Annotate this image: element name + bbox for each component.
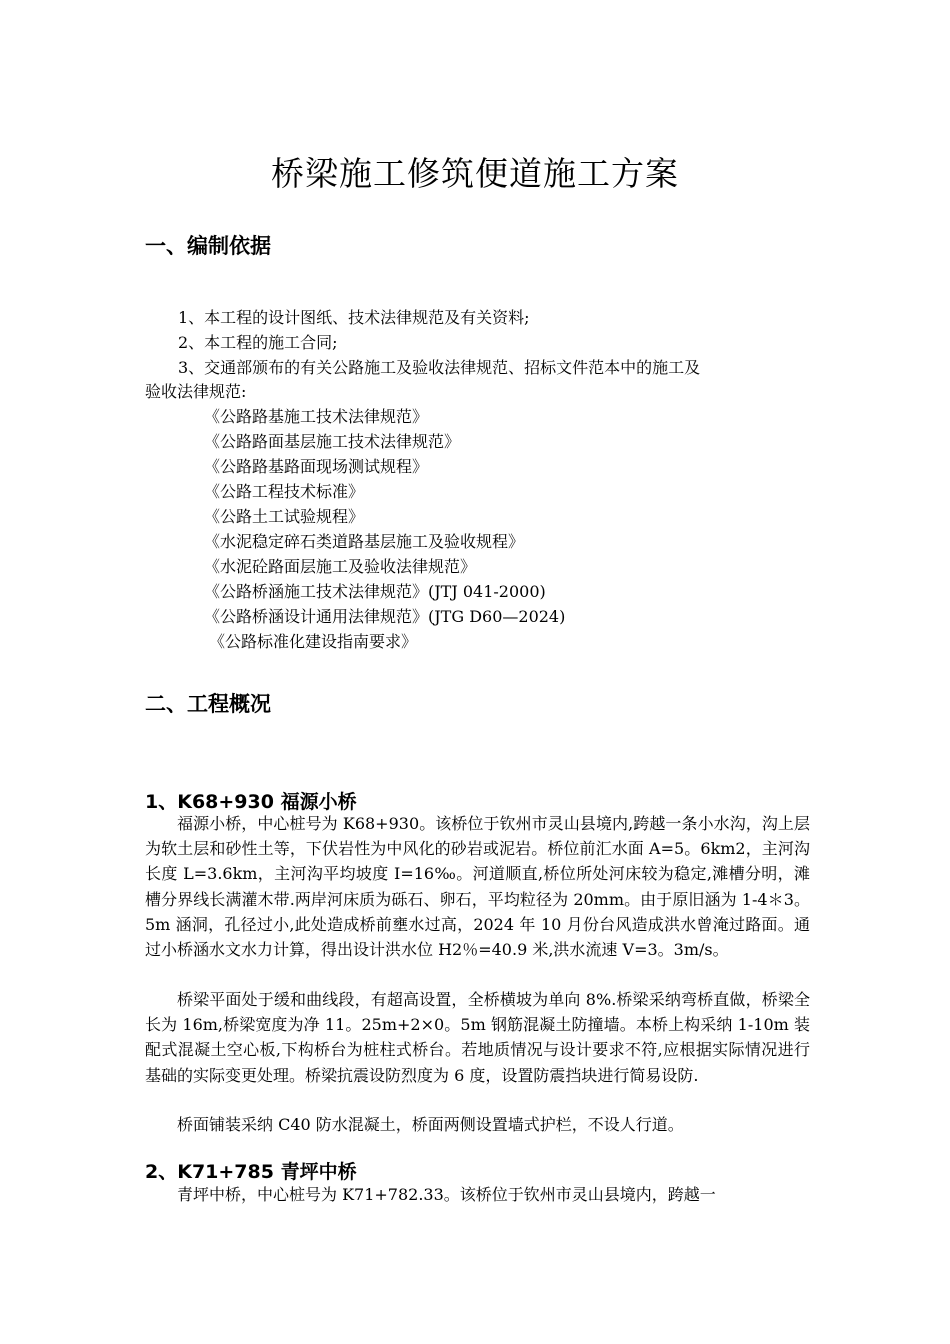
basis-item-1: 1、本工程的设计图纸、技术法律规范及有关资料;: [178, 308, 530, 327]
basis-item-2: 2、本工程的施工合同;: [178, 333, 338, 352]
bridge-heading-qingping: 2、K71+785 青坪中桥: [145, 1161, 357, 1183]
reference-item: 《公路标准化建设指南要求》: [209, 632, 418, 651]
document-title: 桥梁施工修筑便道施工方案: [271, 154, 679, 193]
reference-item: 《水泥稳定碎石类道路基层施工及验收规程》: [204, 532, 525, 551]
bridge-paragraph: 青坪中桥，中心桩号为 K71+782.33。该桥位于钦州市灵山县境内，跨越一: [177, 1185, 716, 1204]
reference-item: 《公路桥涵设计通用法律规范》(JTG D60—2024): [204, 607, 566, 626]
basis-item-3-cont: 验收法律规范:: [145, 382, 247, 401]
reference-item: 《公路桥涵施工技术法律规范》(JTJ 041-2000): [204, 582, 546, 601]
reference-item: 《水泥砼路面层施工及验收法律规范》: [204, 557, 477, 576]
reference-item: 《公路路面基层施工技术法律规范》: [204, 432, 461, 451]
bridge-paragraph: 桥面铺装采纳 C40 防水混凝土，桥面两侧设置墙式护栏，不设人行道。: [177, 1115, 684, 1134]
section-heading-overview: 二、工程概况: [145, 692, 271, 716]
bridge-heading-fuyuan: 1、K68+930 福源小桥: [145, 791, 357, 813]
reference-item: 《公路路基路面现场测试规程》: [204, 457, 429, 476]
reference-item: 《公路路基施工技术法律规范》: [204, 407, 429, 426]
section-heading-basis: 一、编制依据: [145, 234, 271, 258]
bridge-paragraph: 福源小桥，中心桩号为 K68+930。该桥位于钦州市灵山县境内,跨越一条小水沟，沟上层为软土层和砂性土等，下伏岩性为中风化的砂岩或泥岩。桥位前汇水面 A=5。6km2，主河沟长度 L=3.6km，主河沟平均坡度 I=16‰。河道顺直,桥位所处河床较为稳定,滩槽分明，滩槽分界线长满灌木带.两岸河床质为砾石、卵石，平均粒径为 20mm。由于原旧涵为 1-4＊3。5m 涵洞，孔径过小,此处造成桥前壅水过高，2024 年 10 月份台风造成洪水曾淹过路面。通过小桥涵水文水力计算，得出设计洪水位 H2％=40.9 米,洪水流速 V=3。3m/s。: [145, 814, 810, 960]
reference-item: 《公路土工试验规程》: [204, 507, 365, 526]
basis-item-3: 3、交通部颁布的有关公路施工及验收法律规范、招标文件范本中的施工及: [178, 358, 701, 377]
reference-item: 《公路工程技术标准》: [204, 482, 365, 501]
bridge-paragraph: 桥梁平面处于缓和曲线段，有超高设置，全桥横坡为单向 8%.桥梁采纳弯桥直做，桥梁全长为 16m,桥梁宽度为净 11。25m+2×0。5m 钢筋混凝土防撞墙。本桥上构采纳 1-10m 装配式混凝土空心板,下构桥台为桩柱式桥台。若地质情况与设计要求不符,应根据实际情况进行基础的实际变更处理。桥梁抗震设防烈度为 6 度，设置防震挡块进行简易设防.: [145, 990, 810, 1085]
